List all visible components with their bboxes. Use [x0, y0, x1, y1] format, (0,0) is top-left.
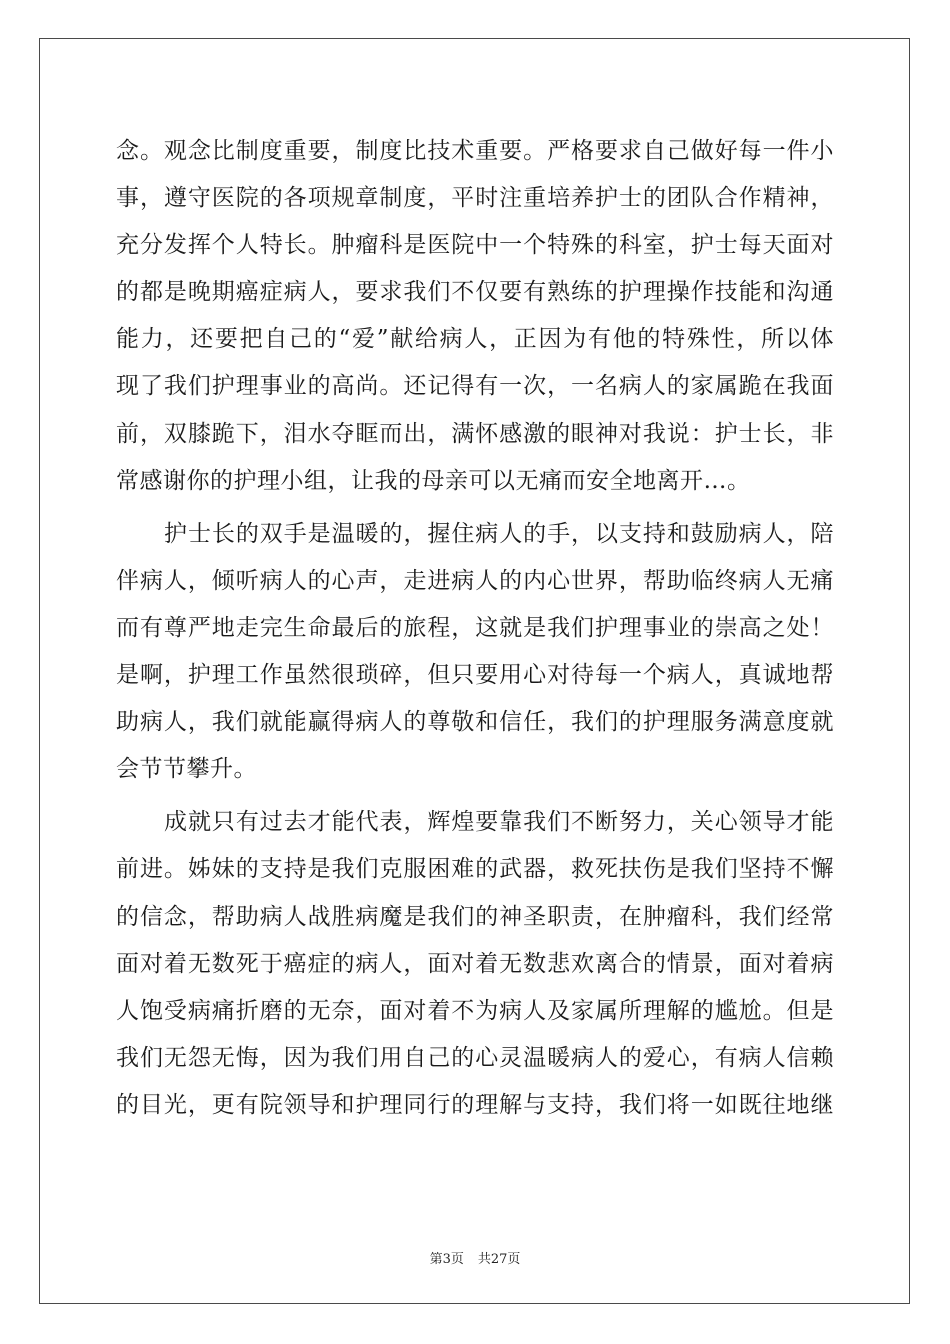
- text-line: 常感谢你的护理小组，让我的母亲可以无痛而安全地离开…。: [116, 467, 751, 494]
- text-line: 助病人，我们就能赢得病人的尊敬和信任，我们的护理服务满意度就: [116, 709, 834, 736]
- text-line: 而有尊严地走完生命最后的旅程，这就是我们护理事业的崇高之处！: [116, 614, 834, 641]
- text-line: 会节节攀升。: [116, 756, 257, 783]
- document-body: [116, 128, 834, 1129]
- text-line: 前进。姊妹的支持是我们克服困难的武器，救死扶伤是我们坚持不懈: [116, 856, 834, 883]
- text-line: 是啊，护理工作虽然很琐碎，但只要用心对待每一个病人，真诚地帮: [116, 662, 834, 689]
- text-line: 现了我们护理事业的高尚。还记得有一次，一名病人的家属跪在我面: [116, 373, 834, 400]
- text-line: 面对着无数死于癌症的病人，面对着无数悲欢离合的情景，面对着病: [116, 950, 834, 977]
- text-line: 的信念，帮助病人战胜病魔是我们的神圣职责，在肿瘤科，我们经常: [116, 903, 834, 930]
- text-line: 伴病人，倾听病人的心声，走进病人的内心世界，帮助临终病人无痛: [116, 567, 834, 594]
- text-line: 护士长的双手是温暖的，握住病人的手，以支持和鼓励病人，陪: [164, 520, 834, 547]
- text-line: 成就只有过去才能代表，辉煌要靠我们不断努力，关心领导才能: [164, 809, 834, 836]
- page-footer: [0, 1248, 950, 1267]
- paragraph: [116, 511, 834, 794]
- paragraph: [116, 799, 834, 1129]
- text-line: 的目光，更有院领导和护理同行的理解与支持，我们将一如既往地继: [116, 1091, 834, 1118]
- text-line: 念。观念比制度重要，制度比技术重要。严格要求自己做好每一件小: [116, 138, 834, 164]
- text-line: 我们无怨无悔，因为我们用自己的心灵温暖病人的爱心，有病人信赖: [116, 1044, 834, 1071]
- text-line: 人饱受病痛折磨的无奈，面对着不为病人及家属所理解的尴尬。但是: [116, 997, 834, 1024]
- text-line: 能力，还要把自己的“爱”献给病人，正因为有他的特殊性，所以体: [116, 326, 834, 353]
- text-line: 前，双膝跪下，泪水夺眶而出，满怀感激的眼神对我说：护士长，非: [116, 420, 834, 447]
- text-line: 的都是晚期癌症病人，要求我们不仅要有熟练的护理操作技能和沟通: [116, 279, 834, 306]
- text-line: 事，遵守医院的各项规章制度，平时注重培养护士的团队合作精神，: [116, 185, 834, 212]
- page-number: 第3页: [429, 1252, 464, 1267]
- page-total: 共27页: [477, 1252, 521, 1267]
- paragraph: [116, 128, 834, 505]
- text-line: 充分发挥个人特长。肿瘤科是医院中一个特殊的科室，护士每天面对: [116, 232, 834, 259]
